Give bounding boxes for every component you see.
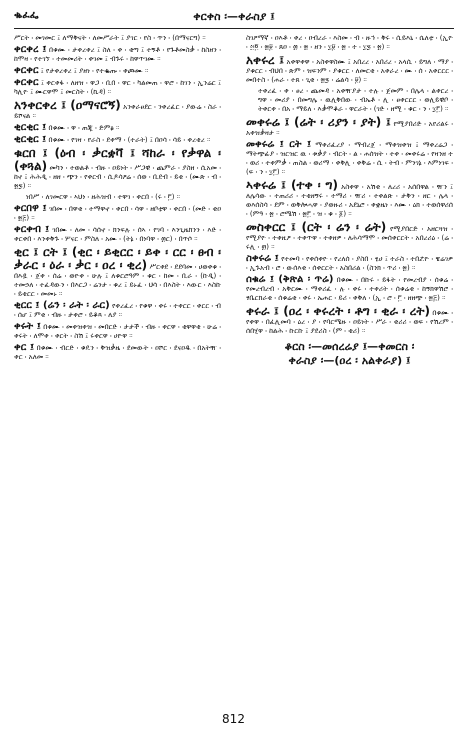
entry-definition: አስቀዋ ፡ አሽቂ ፡ ለረሪ ፡ አሰበዋል ፡ ዥን ፤ ለሌሳው ፡ ተጠሪሪ ፡ ተቂዘኝሩ ፡ ተማሪ ፡ ዥሪ ፡ ተቀልጽ ፡ ታቅን ፡ ዘር ፡ ሌላ ፡ ወእሰስሳ ፡ ደም ፡ ወቅሎሓዋ ፡ ያወዙሪ ፡ አደኒሮ ፡ ቀቋዜነ ፡ እሙ ፡ ዕክ ፡ ተወሰዋሪሰ ፡ (ምዓ ፡ ፳ ፡ ሮሜሽ ፡ ፳፫ ፡ ዝ ፡ ቁ ፡ ፩) ። [246,183,453,218]
entry-headword: ቀርቀረ ፤ [14,44,47,55]
entry-definition: ፤ ቀርቀፋ ፡ ለዘዝ ፡ ዋጋ ፡ ቢበ ፡ ዋር ፡ ካልመጠ ፡ ዋሮ ፡ ከገን ፡ ኢንሬር ፤ ካሊዮ ፤ ሙርዋሞ ፤ መርስት ፡ (ኪዳ) ። [14,79,221,96]
dictionary-entry [14,34,221,43]
entry-definition: የሚያበሪድ ፡ አየሪልሩ ፡ አቀዝቃዛታ ። [246,120,453,137]
entry-headword: አቀሩረ ፤ [246,53,284,67]
dictionary-entry [246,305,453,336]
entry-headword: ቂርር ፤ (ሬን ፡ ራት ፡ ራር) [14,300,110,311]
dictionary-entry [14,78,221,97]
page-number: 812 [222,712,245,726]
entry-headword: ቀርቀር [14,65,39,76]
entry-headword: ሰቁሬ ፤ (ቅጽል ፡ ጥሬ) [246,274,334,285]
dictionary-entry [14,246,221,299]
dictionary-entry [246,275,453,303]
entry-definition: ሥርቀደ ፡ ደደባመ ፡ ሀወቀቁ ፡ በእዷ ፡ ጀቀ ፡ ሰሬ ፡ ወዮቀ ፡ ሁሉ ፤ ለቁርሮዓም ፡ ቁር ፡ ከመ ፡ ቢራ ፡ (ኩዲ) ፡ ተመኃለ ፡ ተፈዳውን ፡ በእርጋ ፡ ሬንታ ፡ ቁረ ፤ ይኑፈ ፡ ህሳ ፡ በእስት ፡ እውር ፡ እስኩ ፡ ይቂርር ፡ መመኑ ። [14,263,221,298]
entry-headword: ስቀሩሬ ፤ [246,253,279,264]
dictionary-entry [14,45,221,64]
entry-headword: መቀሩሬ ፤ (ሬት ፡ ሪያን ፡ ያት) ፤ [246,115,391,129]
running-head-left: ቈፈፌ [14,10,39,21]
dictionary-entry [14,147,221,191]
entry-headword: መቀሩሬ ፤ ርት ፤ [246,139,312,150]
right-column-entries [246,34,453,336]
entry-definition: በቁሙ ፡ ዋ ፡ ጠጂ ፡ ድምፅ ። [48,124,120,132]
entry-headword: ቂር ፤ ርት ፤ (ቂር ፡ ይቂርር ፡ ይቀ ፡ ርር ፡ ፀብ ፡ ቃራር ፡ ዕራ ፡ ቃር ፡ ዐረ ፡ ቂረ) [14,245,221,272]
dictionary-entry [246,54,453,85]
entry-definition: ገበመ ፡ በዋቂ ፡ ተማዋኖ ፡ ቀርበ ፡ ሳዋ ፡ ዘቦቲዋ ፡ ቀርበ ፡ (መድ ፡ ቂዐ ፡ ፳፭) ። [14,205,221,222]
dictionary-entry [14,135,221,145]
dictionary-entry [14,123,221,133]
dictionary-entry [14,99,221,121]
entry-definition: የሚያበርድ ፡ አዘርጓዝ ፡ የሚያዮ ፡ ተቀዚዖ ፡ ተቀጥዋ ፡ ተቀዘዎ ፡ ለሕሳማሞ ፡ መሰቀርርት ፡ አበረሪዕ ፡ (ሬ ፡ ሩሊ ፡ ፴) ። [246,225,453,251]
entry-definition: ገበሙ ፡ ለመ ፡ ሳሰኖ ፡ ክንፍሉ ፡ ሰኣ ፡ የገባ ፡ እንጊዜክንን ፡ እድ ፡ ቀርቀበ ፡ እንቀቅጉ ፡ ሦናር ፡ ምስለ ፡ አሙ ፡ (ትኔ ፡ በነባዋ ፡ ፴ር) ፡ በጥሶ ። [14,226,221,243]
dictionary-entry [14,343,221,362]
section-heading-line-2: ቀራስያ ፡—(ዐረ ፡ አልቀራያ) ፤ [288,354,411,367]
dictionary-entry [246,254,453,273]
dictionary-entry [14,204,221,223]
entry-definition: አንቀራፀደር ፡ ንቀረፈር ፡ ያውሬ ፡ ስራ ፡ ይሾናል ። [14,103,221,120]
section-heading [246,340,453,368]
right-column [246,34,453,699]
entry-definition: በቁሙ ፡ የቀዋ ፡ በፈሊመባ ፡ ዕረ ፡ ያ ፡ የባርሜዙ ፡ ዐይነት ፡ ሥራ ፡ ቂሪሪ ፡ ወፍ ፡ የሽረም ፡ ሰበሂዋ ፡ ከልሕ ፡ ኩርኩ ፤ ያደሪስ ፡ (ም ፡ ቂሪ) ። [246,309,453,335]
entry-headword: ቀር ፤ [14,342,35,353]
entry-headword: ቀሩት ፤ [14,321,41,332]
entry-definition: አቀዋቀዋ ፡ አስቀዋስሙ ፤ አበረረ ፡ አበሪረ ፡ አላሲ ፡ ይግለ ፡ ማያ ፡ ያቁርር ፡ ብህበ ፡ ጽም ፡ ዝፍንም ፡ ያቁርር ፡ ለመርቂ ፡ አቀራረ ፡ ሙ ፡ ሰ ፡ አቀርርር ፡ መበተስ ፡ (ሐራ ፡ ተጸ ፡ ጊቂ ፡ ፳፯ ፡ ሬልሳ ፡ ፱) ። [246,58,453,84]
entry-headword: ቀሩራ ፤ (ዐረ ፡ ቀሩረት ፡ ቶግ ፡ ቂራ ፡ ረት) [246,304,430,318]
entry-headword: ቁርበ ፤ (ዕብ ፡ ቃርቋቫ ፤ ሻከራ ፡ የቃዋል ፡ (ቀጓል) [14,146,221,173]
dictionary-entry [246,87,453,114]
entry-headword: ኣቀሩሬ ፤ (ተቀ ፡ ግ) [246,178,338,192]
entry-definition: ማቀሪፈረያ ፡ ማብረጀ ፡ ማቀዝቀዝ ፤ ማቀረሬጋ ፡ ማትጭፊያ ፡ ዝርዝር ዉ ፡ ቱቃያ ፡ ብርት ፡ ል ፡ ሐሰዝት ፡ ተቀ ፡ መቀሩሬ ፡ የዛንዘ ተ ፡ ወሪ ፡ ተቀምቃ ፡ ጠስል ፡ ወሪማ ፡ ቀቅሊ ፡ ቀቅሬ ፡ ሲ ፡ ትብ ፡ ምንገኔ ፡ እምነገፍ ፡ (ፍ ፡ ን ፡ ፲፫) ። [246,141,453,176]
dictionary-entry [246,179,453,219]
entry-definition: ሥርት ፡ መገመር ፤ ለማቅናት ፡ ለመሥራት ፤ ያገር ፡ የስ ፡ ጥን ፡ (በማናርግ) ። [14,34,206,42]
entry-definition: በቁሙ ፡ የገዛ ፡ የራስ ፡ ደቀማ ፡ (ተራት) ፤ በዐሳ ፡ ሳይ ፡ ቀረቂረ ። [48,136,211,144]
entry-definition: መካን ፡ ተወልቶ ፡ ብዙ ፡ ዐይነት ፡ ሥጋዊ ፡ ጨምራ ፡ ያስዘ ፡ ሲአመ ፡ ከኖ ፤ ሕሕዲ ፡ ዘዘ ፡ ጭን ፡ የቀርብ ፡ ሲዶሳዖሬ ፡ ሰወ ፡ ቢደብ ፡ ይቂ ፡ (ሙጽ ፡ ብ ፡ ፳፯) ። [14,164,221,190]
entry-definition: በቁሙ ፡ መቀዝቀዝ ፡ መበርድ ፡ ታታች ፡ ብዙ ፡ ቀርዋ ፡ ቂዋዋቂ ፡ ሁሬ ፡ ቀሩት ፡ ለሞቀ ፡ ቀርት ፡ ስሽ ፤ ሩቀርዋ ፡ ሀዮዋ ። [14,323,221,340]
entry-definition: ተቀረፈ ፡ ቀ ፡ ፀረ ፡ ጨመዳ ፡ አቀዥያታ ፡ ተሉ ፡ ጀመም ፡ በሌላ ፡ ልቀርረ ፡ ግዋ ፡ መሪያ ፡ በመግሌ ፡ ዉሊቅበው ፡ ብኤቶ ፡ ሊ ፡ ፀቀርርር ፡ ወሊይዊቦ ፡ ትቀርቀ ፡ በአ ፡ ማይለ ፡ እቃሞቆራ ፡ ዋርራት ፡ (ገድ ፡ ዘሚ ፡ ቁር ፡ ን ፡ ፲፫) ። [258,87,453,113]
entry-headword: መስቀርር ፤ (ርት ፡ ሬን ፡ ሬት) [246,220,387,234]
dictionary-entry [246,34,453,52]
running-head-title: ቀርቀስ ፡—ቀራስያ ፤ [193,10,275,23]
entry-definition: በቁሙ ፡ ብርድ ፡ ቁዴን ፡ ቅዝቃዜ ፡ ደመውት ፡ ዐሾር ፡ ደናዐዱ ፡ በአትዥ ፡ ቀር ፡ አለመ ። [14,344,221,361]
dictionary-entry [246,116,453,138]
entry-definition: ስገዖማኛ ፡ ዐእቶ ፡ ቀረ ፡ ዐብረራ ፡ እስመ ፡ ብ ፡ ዙኅ ፡ ቅሩ ፡ ሲይእኒ ፡ ሴለቲ ፡ (ኢዮ ፡ ፵፬ ፡ ፳፱ ፡ ጸዐ ፡ ፴ ፡ ፳ ፡ ዘን ፡ ፲፱ ፡ ፳ ፡ ተ ፡ ፲፯ ፡ ፳) ። [246,34,453,51]
entry-definition: የተመባ ፡ የቀሰቀዮ ፡ የረለሰ ፡ ያስበ ፡ ፂሀ ፤ ተራስ ፡ ተበሯዮ ፡ ዌሬገዎ ፡ ኢጉአብ ፡ ሮ ፡ ውሰእቂ ፡ ሰቀርርት ፡ አስበሪል ፡ (ስንክ ፡ ጥሪ ፡ ፳) ። [246,255,453,272]
entry-definition: በቁሙ ፡ ታቀረቀረ ፤ ስለ ፡ ቀ ፡ ቂጣ ፤ ተኝቶ ፡ የጉቶመስቃ ፡ ከስዘን ፡ ከሞዛ ፡ የተገኘ ፡ ተመመሪት ፡ ቀገመ ፤ ብጉሩ ፡ ከዋጥገሙ ። [14,46,221,63]
entry-headword: ቂርቂር ፤ [14,134,47,145]
header-rule [14,28,454,29]
entry-definition: የቀረፈረ ፡ የቁዋ ፡ ቀሩ ፡ ተቀርር ፡ ቀርር ፡ ብ ፡ ሰሆ ፤ ምቂ ፡ ብዙ ፡ ታቀሮ ፡ ይቆጻ ፡ ለያ ። [14,302,221,319]
entry-headword: ቀርቀብ ፤ [14,224,50,235]
dictionary-entry [14,322,221,341]
dictionary-entry [14,225,221,244]
entry-headword: አንቀርቀረ ፤ (ዐማናሮኝ) [14,98,121,112]
entry-headword: ቀርበዋ ፤ [14,203,47,214]
entry-headword: ቀርቀር [14,77,39,88]
dictionary-entry [246,140,453,177]
entry-definition: በቁሙ ፡ በኩሩ ፡ ይፋት ፡ የመረብያ ፡ ሰቁሬ ፡ የመረብረብ ፡ አቅርሙ ፡ ማቀሪፈ ፡ ሉ ፡ ቀሩ ፡ ተቀሪት ፡ ሰቁሬቂ ፡ ከኝክዋሽሮ ፡ ፃቤርክራቂ ፡ ሰቁሬቂ ፡ ቀሩ ፡ ኤሐር ፡ ይሪ ፡ ቀቅለ ፡ (ኢ ፡ ሮ ፡ ፫ ፡ ዘዘጭ ፡ ፳፭) ። [246,276,453,302]
section-heading-line-1: ቆርስ ፡—መሰረሬያ ፤—ቀመርስ ፡ [284,340,415,353]
entry-definition: ፤ የታቀረቀረ ፤ ያዘነ ፡ የተቈጡ ፡ ቀጮሙ ። [40,67,149,75]
dictionary-entry [14,301,221,320]
dictionary-entry [14,66,221,76]
entry-definition: ነበሥ ፡ ለገመርዋ ፡ ኣህነ ፡ ዘሕዝብ ፡ ተዋገ ፡ ቀርበ ፡ (ሩ ፡ ፫) ። [26,193,181,201]
page-header [14,8,454,30]
entry-headword: ቂርቂር ፤ [14,122,47,133]
dictionary-entry [246,221,453,252]
left-column [14,34,221,699]
dictionary-entry [14,193,221,202]
